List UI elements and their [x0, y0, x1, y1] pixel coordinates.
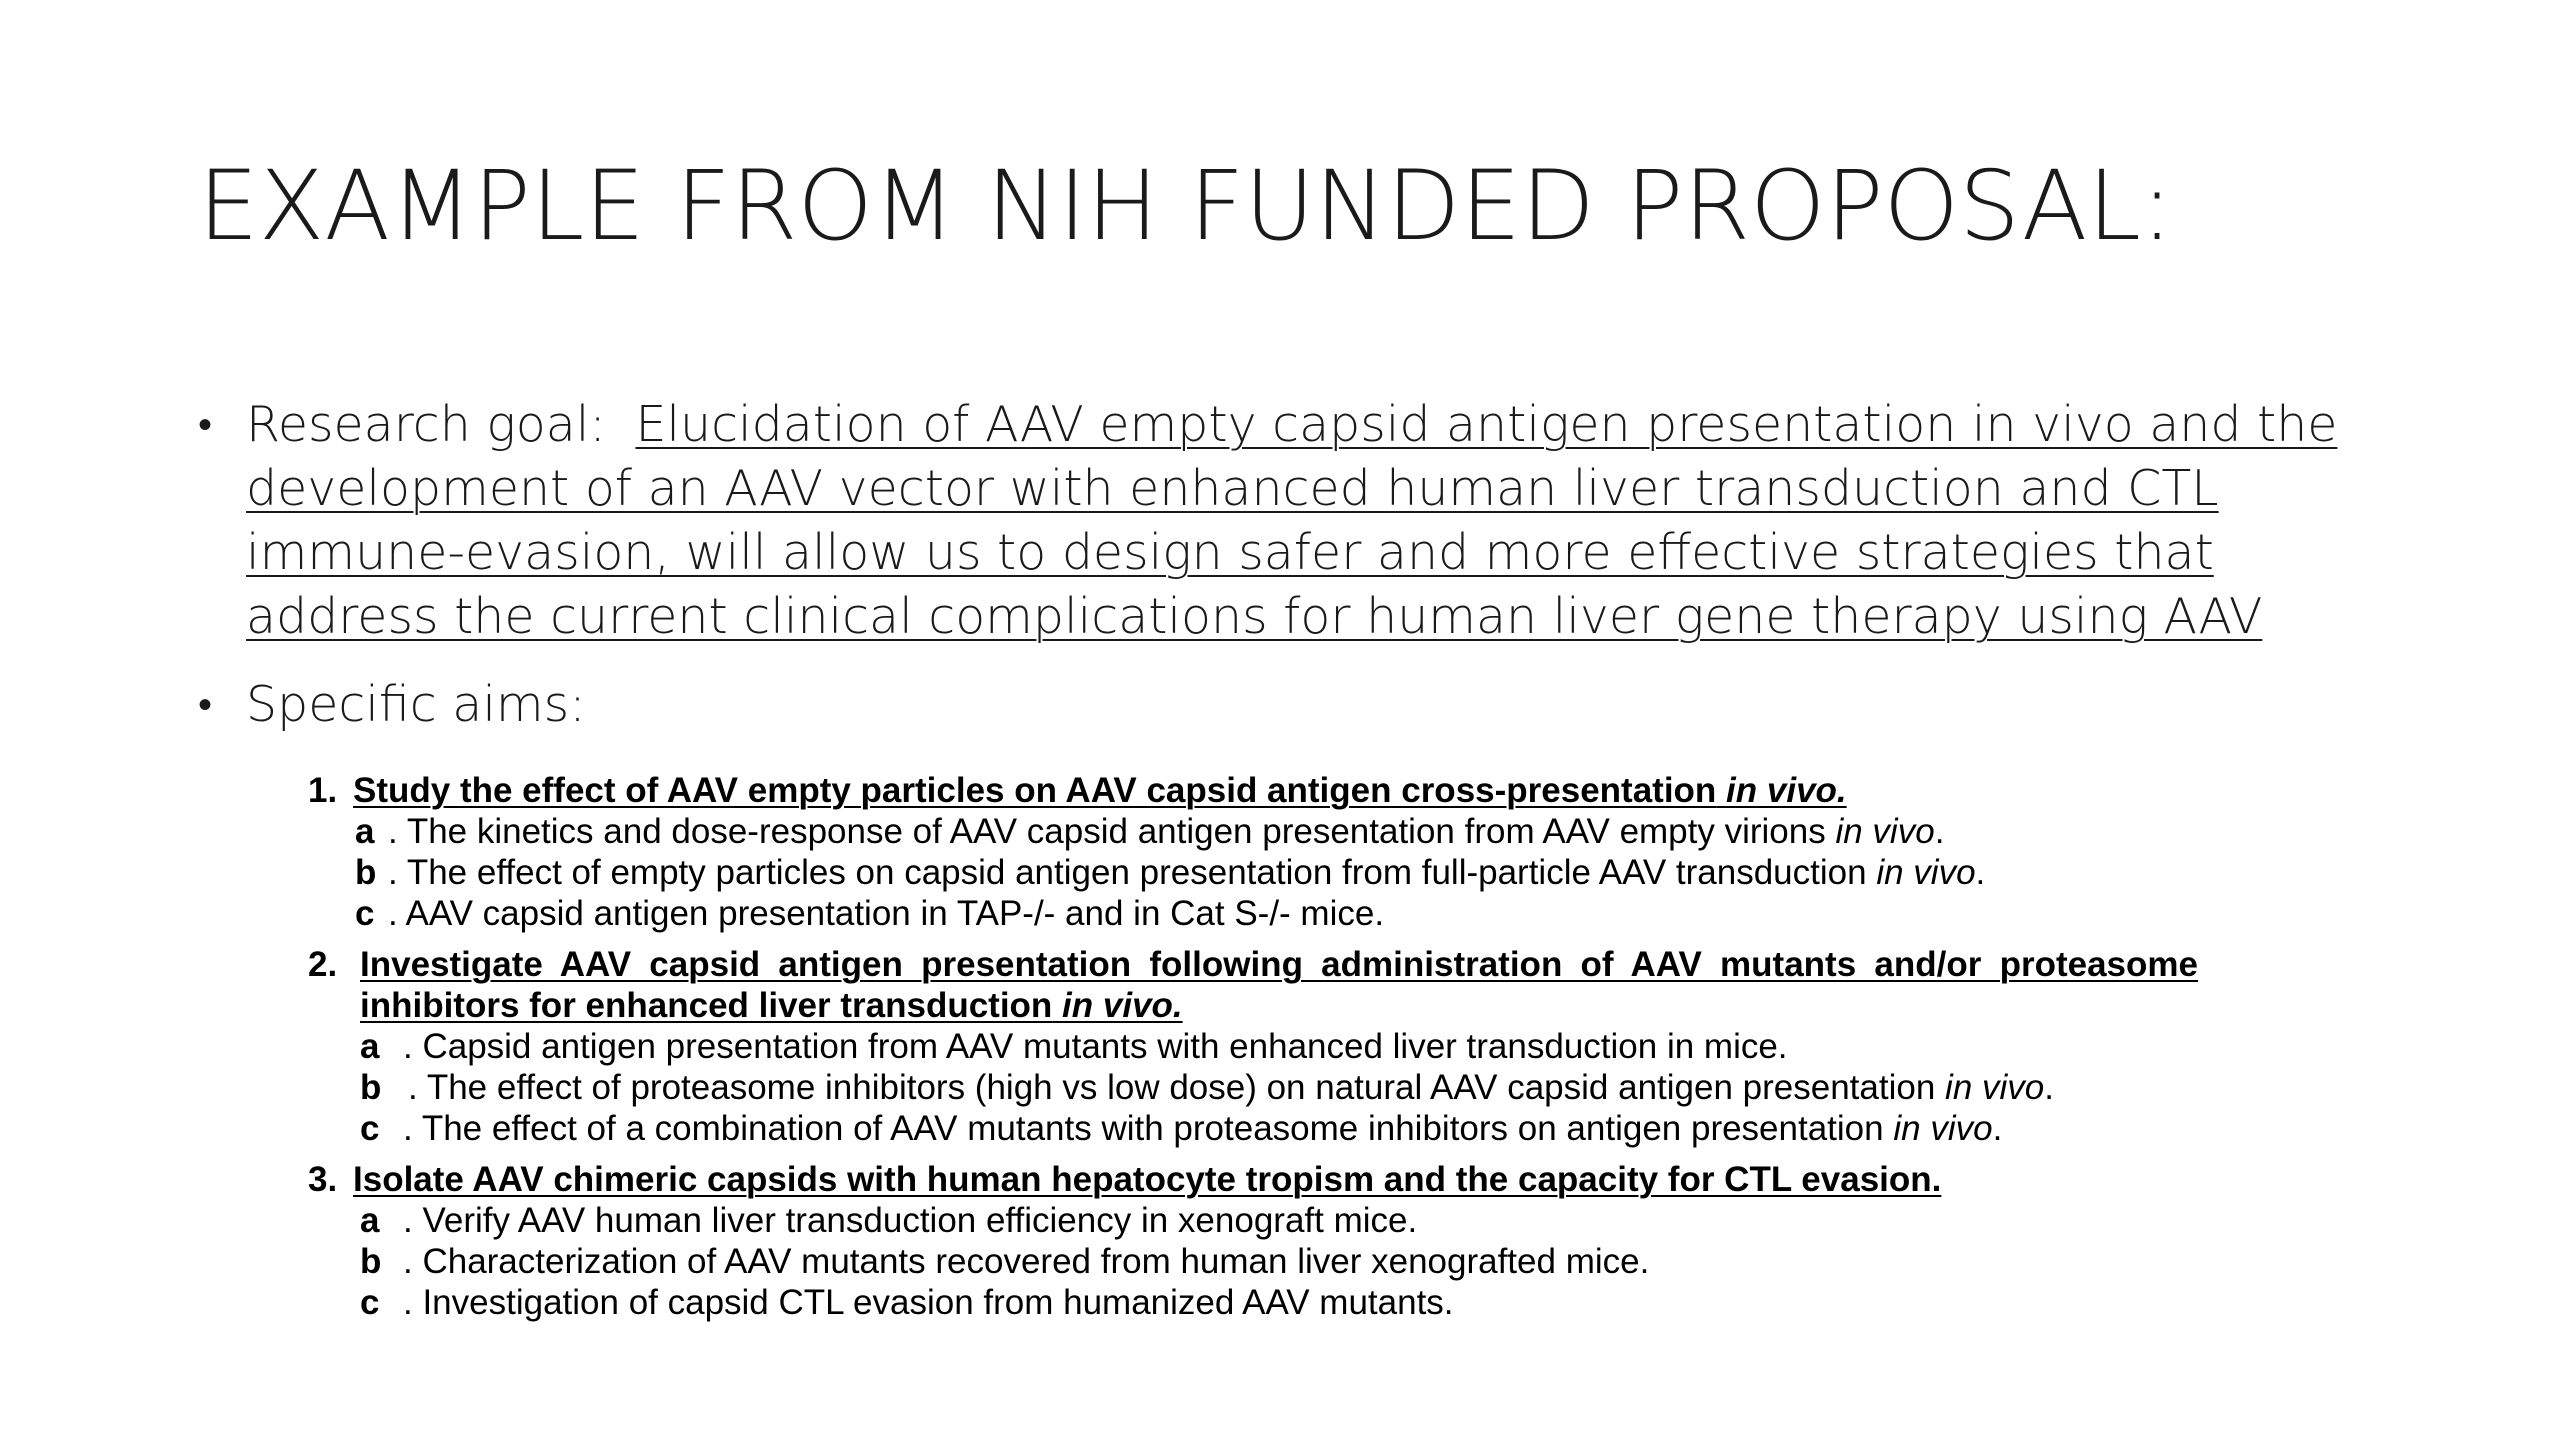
- bullet-list: [198, 393, 2398, 737]
- sub-aim-letter: c: [360, 1283, 380, 1322]
- aim-number: 3.: [308, 1160, 338, 1199]
- sub-aim-2a: [308, 1026, 2198, 1067]
- specific-aims-label: Specific aims:: [246, 676, 586, 733]
- aim-2: [308, 944, 2198, 1149]
- sub-aim-text: . Capsid antigen presentation from AAV mutants with enhanced liver transduction in mice.: [403, 1027, 1788, 1066]
- research-goal-bullet: [198, 393, 2398, 649]
- aim-heading: [308, 1159, 2198, 1200]
- sub-aim-letter: c: [355, 894, 375, 933]
- sub-aim-letter: c: [360, 1109, 380, 1148]
- sub-aim-letter: a: [360, 1201, 380, 1240]
- sub-aim-text: . AAV capsid antigen presentation in TAP-/- and in Cat S-/- mice.: [388, 894, 1385, 933]
- sub-aim-1c: [308, 893, 2198, 934]
- aim-title: Isolate AAV chimeric capsids with human hepatocyte tropism and the capacity for CTL evasion.: [353, 1160, 1942, 1199]
- aim-heading: [308, 770, 2198, 811]
- sub-aim-text: . Verify AAV human liver transduction efficiency in xenograft mice.: [403, 1201, 1418, 1240]
- research-goal-text: Elucidation of AAV empty capsid antigen presentation in vivo and the development of an AAV vector with enhanced human liver transduction and CTL immune-evasion, will allow us to design safer and more effective strategies that address the current clinical complications for human liver gene therapy using AAV: [246, 396, 2338, 645]
- sub-aim-2c: [308, 1108, 2198, 1149]
- sub-aim-2b: [308, 1067, 2198, 1108]
- specific-aims-bullet: [198, 673, 2398, 737]
- sub-aim-text: . The kinetics and dose-response of AAV capsid antigen presentation from AAV empty virions in vivo.: [388, 812, 1945, 851]
- sub-aim-letter: a: [355, 812, 375, 851]
- slide-title: EXAMPLE FROM NIH FUNDED PROPOSAL:: [198, 150, 2174, 262]
- sub-aim-letter: a: [360, 1027, 380, 1066]
- sub-aim-text: . The effect of empty particles on capsid antigen presentation from full-particle AAV transduction in vivo.: [388, 853, 1986, 892]
- aim-heading: [308, 944, 2198, 1026]
- aim-title: Investigate AAV capsid antigen presentation following administration of AAV mutants and/or proteasome inhibitors for enhanced liver transduction in vivo.: [360, 945, 2198, 1025]
- bullet-dot-icon: •: [198, 682, 213, 728]
- sub-aim-letter: b: [360, 1068, 382, 1107]
- sub-aim-3a: [308, 1200, 2198, 1241]
- aim-3: [308, 1159, 2198, 1323]
- aims-list: [308, 770, 2198, 1333]
- sub-aim-text: . Characterization of AAV mutants recovered from human liver xenografted mice.: [403, 1242, 1650, 1281]
- sub-aim-text: . Investigation of capsid CTL evasion from humanized AAV mutants.: [403, 1283, 1454, 1322]
- aim-1: [308, 770, 2198, 934]
- aim-title: Study the effect of AAV empty particles on AAV capsid antigen cross-presentation in vivo.: [353, 771, 1847, 810]
- sub-aim-text: . The effect of a combination of AAV mutants with proteasome inhibitors on antigen presentation in vivo.: [403, 1109, 2003, 1148]
- aim-number: 2.: [308, 945, 338, 984]
- sub-aim-3c: [308, 1282, 2198, 1323]
- sub-aim-3b: [308, 1241, 2198, 1282]
- sub-aim-letter: b: [360, 1242, 382, 1281]
- sub-aim-1a: [308, 811, 2198, 852]
- research-goal-label: Research goal:: [246, 396, 606, 453]
- bullet-dot-icon: •: [198, 402, 213, 448]
- aim-number: 1.: [308, 771, 338, 810]
- sub-aim-1b: [308, 852, 2198, 893]
- sub-aim-text: . The effect of proteasome inhibitors (high vs low dose) on natural AAV capsid antigen presentation in vivo.: [408, 1068, 2054, 1107]
- sub-aim-letter: b: [355, 853, 377, 892]
